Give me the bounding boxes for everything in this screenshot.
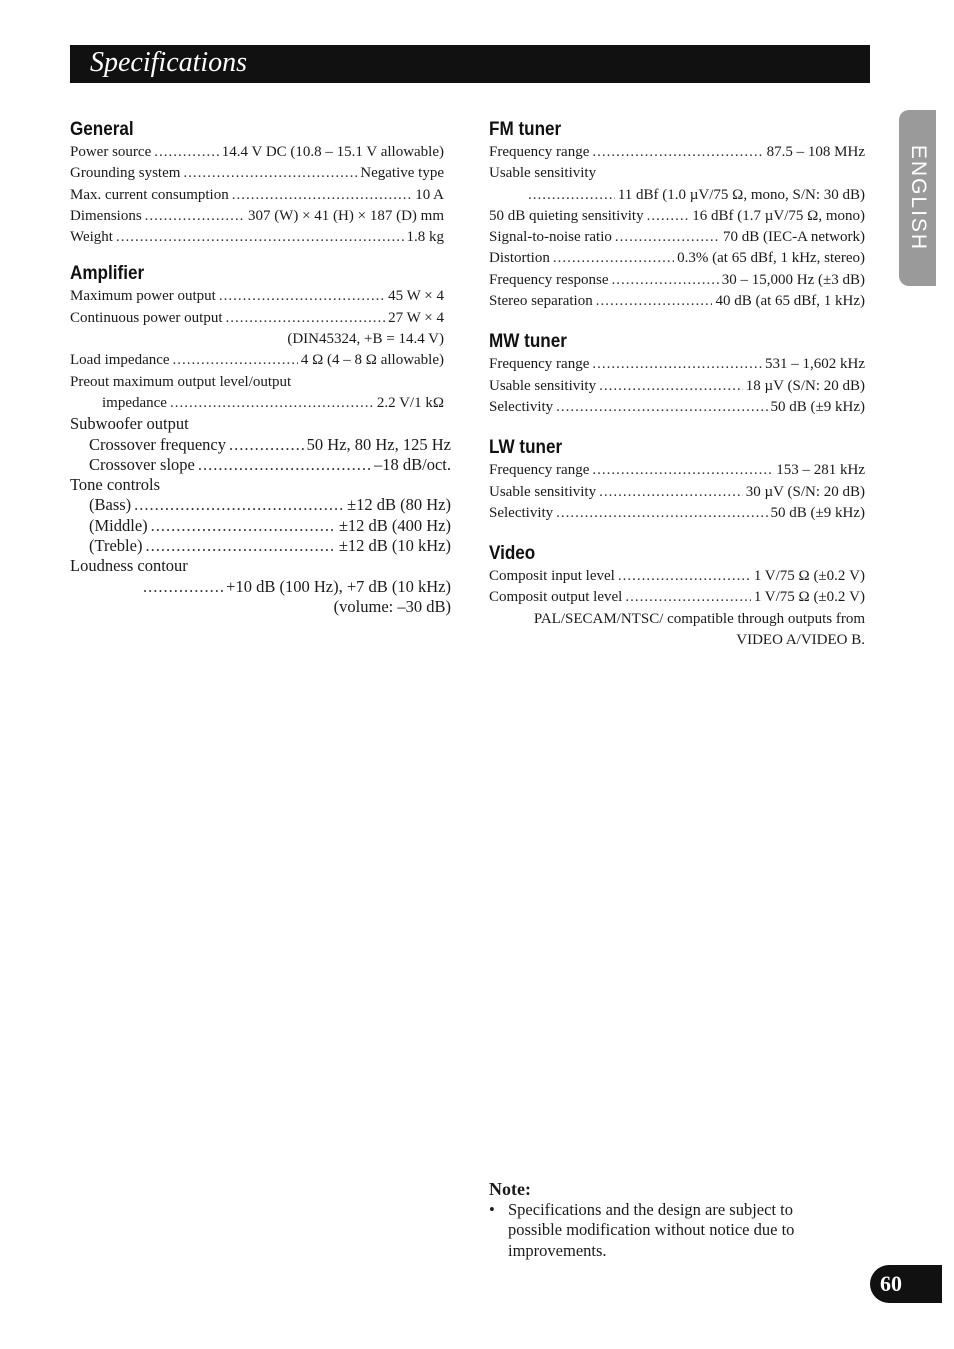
spec-label: 50 dB quieting sensitivity: [489, 207, 644, 224]
spec-label: Selectivity: [489, 504, 554, 521]
spec-label: Frequency range: [489, 144, 590, 160]
page-number: 60: [880, 1271, 902, 1296]
section-title-amplifier: Amplifier: [70, 263, 145, 285]
spec-note: VIDEO A/VIDEO B.: [736, 632, 865, 649]
note-text: Specifications and the design are subject to possible modification without notice due to improvements.: [508, 1200, 795, 1260]
spec-label: Frequency response: [489, 271, 609, 288]
spec-label: Max. current consumption: [70, 186, 229, 203]
spec-label: Dimensions: [70, 207, 142, 224]
spec-row: [70, 142, 444, 163]
spec-value: 0.3% (at 65 dBf, 1 kHz, stereo): [677, 250, 865, 267]
spec-value: 70 dB (IEC-A network): [722, 229, 865, 246]
spec-label: Grounding system: [70, 165, 181, 182]
spec-row: [489, 248, 865, 269]
spec-row: [70, 536, 451, 556]
spec-value: 50 dB (±9 kHz): [770, 504, 865, 521]
spec-label: Frequency range: [489, 356, 590, 373]
page-number-tab: [870, 1265, 942, 1303]
spec-label: impedance: [102, 394, 167, 411]
spec-label: Composit output level: [489, 589, 623, 606]
spec-label: Frequency range: [489, 462, 590, 479]
left-column: [70, 118, 451, 617]
spec-value: 50 dB (±9 kHz): [770, 398, 865, 415]
spec-row: [70, 393, 444, 414]
spec-label: (Treble): [89, 536, 143, 556]
spec-value: 30 µV (S/N: 20 dB): [745, 483, 865, 500]
spec-value: Negative type: [360, 165, 444, 182]
spec-value: 40 dB (at 65 dBf, 1 kHz): [715, 293, 865, 310]
spec-note: (DIN45324, +B = 14.4 V): [287, 331, 444, 348]
spec-note: (volume: –30 dB): [333, 596, 451, 616]
spec-row: [70, 227, 444, 248]
spec-value: 16 dBf (1.7 µV/75 Ω, mono): [692, 207, 865, 224]
spec-row: [70, 597, 451, 617]
spec-row: [489, 354, 865, 375]
spec-row: [489, 460, 865, 481]
spec-value: 1 V/75 Ω (±0.2 V): [753, 589, 865, 606]
spec-label: Tone controls: [70, 475, 161, 495]
spec-value: ±12 dB (80 Hz): [347, 495, 451, 515]
spec-row: [489, 291, 865, 312]
note-block: [489, 1178, 849, 1261]
spec-row: [489, 482, 865, 503]
spec-label: Signal-to-noise ratio: [489, 229, 612, 246]
section-title-video: Video: [489, 543, 536, 565]
spec-row: [489, 397, 865, 418]
spec-value: 2.2 V/1 kΩ: [376, 394, 444, 411]
spec-label: Crossover frequency: [89, 434, 226, 454]
spec-row: [489, 270, 865, 291]
spec-label: Maximum power output: [70, 288, 216, 305]
spec-label: Usable sensitivity: [489, 377, 597, 394]
spec-value: 153 – 281 kHz: [776, 462, 865, 479]
spec-row: [70, 414, 451, 434]
spec-value: 45 W × 4: [388, 288, 444, 305]
spec-value: 1 V/75 Ω (±0.2 V): [753, 568, 865, 585]
page-title: Specifications: [90, 47, 248, 78]
spec-label: (Middle): [89, 515, 148, 535]
spec-row: [489, 503, 865, 524]
fm-tuner-spec-list: [489, 142, 865, 312]
spec-value: 87.5 – 108 MHz: [766, 144, 865, 160]
spec-row: [70, 350, 444, 371]
spec-value: 307 (W) × 41 (H) × 187 (D) mm: [247, 207, 444, 224]
section-title-general: General: [70, 119, 134, 140]
spec-value: –18 dB/oct.: [374, 454, 451, 474]
spec-label: Distortion: [489, 250, 550, 267]
spec-row: [70, 329, 444, 350]
spec-row: [489, 609, 865, 630]
spec-label: Continuous power output: [70, 309, 223, 326]
spec-row: [489, 587, 865, 608]
spec-row: [489, 163, 865, 184]
spec-note: PAL/SECAM/NTSC/ compatible through outputs from: [533, 610, 865, 627]
note-item: [489, 1200, 849, 1261]
spec-row: [70, 308, 444, 329]
spec-row: [70, 495, 451, 515]
spec-row: [70, 475, 451, 495]
spec-value: +10 dB (100 Hz), +7 dB (10 kHz): [226, 576, 451, 596]
section-title-lw-tuner: LW tuner: [489, 437, 563, 459]
spec-row: [489, 185, 865, 206]
spec-value: 30 – 15,000 Hz (±3 dB): [721, 271, 865, 288]
spec-label: (Bass): [89, 495, 132, 515]
spec-value: 27 W × 4: [388, 309, 444, 326]
spec-value: 11 dBf (1.0 µV/75 Ω, mono, S/N: 30 dB): [617, 186, 865, 203]
bullet-icon: •: [489, 1200, 495, 1219]
lw-tuner-spec-list: [489, 460, 865, 524]
title-bar: [70, 45, 870, 83]
note-title: Note:: [489, 1179, 531, 1199]
spec-row: [489, 142, 865, 163]
spec-label: Loudness contour: [70, 556, 188, 576]
spec-row: [489, 376, 865, 397]
spec-row: [70, 556, 451, 576]
amplifier-spec-list: [70, 286, 444, 414]
spec-value: 531 – 1,602 kHz: [765, 356, 865, 373]
spec-value: ±12 dB (400 Hz): [338, 515, 451, 535]
spec-row: [70, 206, 444, 227]
spec-value: 1.8 kg: [406, 229, 444, 246]
spec-label: Usable sensitivity: [489, 165, 597, 182]
spec-label: Power source: [70, 144, 152, 160]
right-column: [489, 118, 865, 651]
general-spec-list: [70, 142, 444, 248]
section-title-fm-tuner: FM tuner: [489, 119, 562, 140]
spec-label: Usable sensitivity: [489, 483, 597, 500]
amplifier-extra-list: [70, 414, 451, 617]
spec-value: 10 A: [415, 186, 444, 203]
spec-label: Crossover slope: [89, 454, 195, 474]
spec-row: [70, 163, 444, 184]
spec-label: Load impedance: [70, 352, 170, 369]
spec-label: Weight: [70, 229, 113, 246]
spec-row: [70, 286, 444, 307]
video-spec-list: [489, 566, 865, 651]
spec-row: [489, 227, 865, 248]
spec-row: [70, 435, 451, 455]
spec-value: 18 µV (S/N: 20 dB): [745, 377, 865, 394]
spec-value: 4 Ω (4 – 8 Ω allowable): [300, 352, 444, 369]
spec-label: Preout maximum output level/output: [70, 373, 292, 390]
spec-value: ±12 dB (10 kHz): [338, 536, 451, 556]
spec-value: 50 Hz, 80 Hz, 125 Hz: [306, 434, 451, 454]
spec-label: Composit input level: [489, 568, 615, 585]
spec-row: [70, 516, 451, 536]
spec-row: [489, 566, 865, 587]
spec-row: [70, 455, 451, 475]
language-tab: [899, 110, 936, 286]
spec-label: Stereo separation: [489, 293, 593, 310]
spec-row: [70, 185, 444, 206]
spec-row: [70, 577, 451, 597]
spec-label: Subwoofer output: [70, 414, 189, 434]
spec-row: [70, 372, 444, 393]
spec-row: [489, 630, 865, 651]
mw-tuner-spec-list: [489, 354, 865, 418]
language-tab-label: ENGLISH: [906, 144, 930, 252]
spec-row: [489, 206, 865, 227]
spec-label: Selectivity: [489, 398, 554, 415]
section-title-mw-tuner: MW tuner: [489, 331, 567, 353]
spec-value: 14.4 V DC (10.8 – 15.1 V allowable): [221, 144, 444, 160]
